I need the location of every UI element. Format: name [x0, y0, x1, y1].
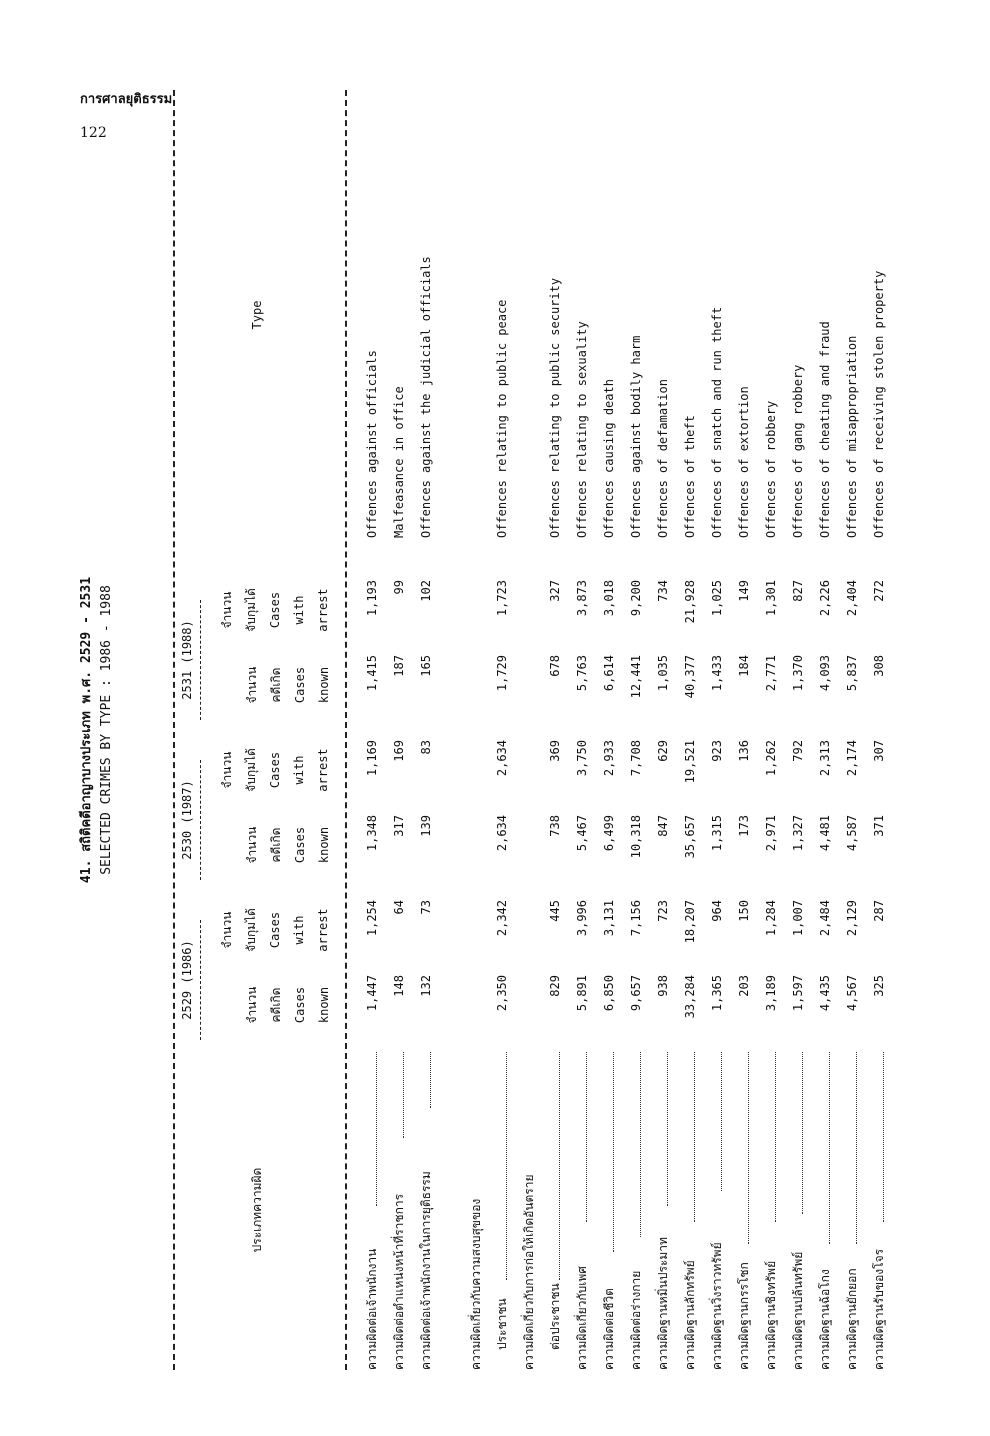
- row-value: 148: [392, 975, 406, 997]
- row-value: 1,254: [365, 900, 379, 937]
- row-type-english: Offences of receiving stolen property: [872, 270, 886, 538]
- leader-dots: [586, 1052, 587, 1222]
- leader-dots: [802, 1052, 803, 1214]
- row-value: 21,928: [683, 580, 697, 624]
- row-type-thai: ความผิดฐานวิ่งราวทรัพย์: [710, 1242, 724, 1370]
- year-1988: 2531 (1988): [180, 620, 194, 700]
- row-value: 1,025: [710, 580, 724, 617]
- row-value: 1,007: [791, 900, 805, 937]
- row-value: 1,729: [495, 655, 509, 692]
- row-type-thai: ความผิดฐานปล้นทรัพย์: [791, 1251, 805, 1370]
- row-type-english: Offences relating to sexuality: [575, 321, 589, 538]
- row-value: 2,971: [764, 815, 778, 852]
- page-number: 122: [80, 125, 107, 141]
- header-known-line: known: [317, 986, 331, 1024]
- row-value: 132: [419, 975, 433, 997]
- year-1986: 2529 (1986): [180, 940, 194, 1020]
- row-value: 1,301: [764, 580, 778, 617]
- row-value: 847: [656, 815, 670, 837]
- leader-dots: [829, 1052, 830, 1244]
- year-1987: 2530 (1987): [180, 780, 194, 860]
- row-value: 678: [548, 655, 562, 677]
- row-value: 287: [872, 900, 886, 922]
- row-value: 73: [419, 900, 433, 915]
- row-type-thai: ความผิดฐานหมิ่นประมาท: [656, 1237, 670, 1370]
- header-known-line: known: [317, 826, 331, 864]
- header-arrest-line: Cases: [268, 911, 282, 949]
- row-value: 40,377: [683, 655, 697, 699]
- leader-dots: [559, 1052, 560, 1280]
- row-type-thai: ความผิดต่อชีวิต: [602, 1288, 616, 1370]
- row-value: 10,318: [629, 815, 643, 859]
- row-value: 369: [548, 740, 562, 762]
- header-known-line: คดีเกิด: [269, 827, 283, 863]
- header-known-line: คดีเกิด: [269, 667, 283, 703]
- row-value: 6,850: [602, 975, 616, 1012]
- leader-dots: [721, 1052, 722, 1191]
- row-value: 2,634: [495, 815, 509, 852]
- row-type-english: Offences of extortion: [737, 386, 751, 538]
- row-value: 187: [392, 655, 406, 677]
- row-value: 1,327: [791, 815, 805, 852]
- row-value: 1,433: [710, 655, 724, 692]
- row-value: 5,467: [575, 815, 589, 852]
- leader-dots: [775, 1052, 776, 1222]
- header-type-thai: ประเภทความผิด: [250, 1167, 264, 1253]
- year-rule-1987: [200, 760, 201, 880]
- leader-dots: [748, 1052, 749, 1244]
- row-type-thai: ความผิดฐานรับของโจร: [872, 1248, 886, 1370]
- row-value: 4,481: [818, 815, 832, 852]
- row-value: 1,035: [656, 655, 670, 692]
- row-value: 3,996: [575, 900, 589, 937]
- header-type-english: Type: [250, 300, 264, 330]
- header-arrest-line: จับกุมได้: [244, 908, 258, 952]
- leader-dots: [613, 1052, 614, 1252]
- row-type-thai: ความผิดต่อเจ้าพนักงานในการยุติธรรม: [419, 1171, 433, 1370]
- row-value: 173: [737, 815, 751, 837]
- header-rule: [345, 90, 347, 1370]
- row-type-thai: ความผิดเกี่ยวกับการก่อให้เกิดอันตราย: [522, 1174, 536, 1370]
- row-value: 2,129: [845, 900, 859, 937]
- row-type-thai: ความผิดเกี่ยวกับเพศ: [575, 1266, 589, 1370]
- row-type-thai: ความผิดเกี่ยวกับความสงบสุขของ: [469, 1198, 483, 1370]
- row-value: 792: [791, 740, 805, 762]
- top-rule: [173, 90, 175, 1370]
- row-value: 3,873: [575, 580, 589, 617]
- row-type-thai: ความผิดต่อเจ้าพนักงาน: [365, 1248, 379, 1370]
- header-arrest-line: arrest: [316, 748, 330, 792]
- row-value: 184: [737, 655, 751, 677]
- row-type-english: Offences of theft: [683, 415, 697, 538]
- row-value: 964: [710, 900, 724, 922]
- row-type-english: Offences of robbery: [764, 400, 778, 538]
- row-value: 1,415: [365, 655, 379, 692]
- row-value: 938: [656, 975, 670, 997]
- header-known-line: จำนวน: [245, 666, 259, 704]
- row-value: 2,933: [602, 740, 616, 777]
- header-arrest-line: arrest: [316, 588, 330, 632]
- header-arrest-line: จับกุมได้: [244, 748, 258, 792]
- table-title-thai: 41. สถิติคดีอาญาบางประเภท พ.ศ. 2529 - 2531: [79, 576, 94, 884]
- row-type-thai: ความผิดฐานลักทรัพย์: [683, 1260, 697, 1370]
- row-value: 2,484: [818, 900, 832, 937]
- row-value: 307: [872, 740, 886, 762]
- leader-dots: [403, 1052, 404, 1138]
- row-type-english: Offences of misappropriation: [845, 335, 859, 538]
- row-value: 2,404: [845, 580, 859, 617]
- row-value: 629: [656, 740, 670, 762]
- row-value: 829: [548, 975, 562, 997]
- row-value: 4,435: [818, 975, 832, 1012]
- row-value: 83: [419, 740, 433, 755]
- leader-dots: [883, 1052, 884, 1222]
- header-known-line: Cases: [293, 986, 307, 1024]
- leader-dots: [430, 1052, 431, 1108]
- row-value: 723: [656, 900, 670, 922]
- row-value: 3,750: [575, 740, 589, 777]
- row-value: 4,567: [845, 975, 859, 1012]
- row-value: 6,499: [602, 815, 616, 852]
- row-value: 1,315: [710, 815, 724, 852]
- header-arrest-line: arrest: [316, 908, 330, 952]
- row-type-english: Offences against the judicial officials: [419, 256, 433, 538]
- header-known-line: จำนวน: [245, 986, 259, 1024]
- row-value: 2,226: [818, 580, 832, 617]
- row-value: 1,169: [365, 740, 379, 777]
- row-type-english: Malfeasance in office: [392, 386, 406, 538]
- row-value: 3,189: [764, 975, 778, 1012]
- row-value: 923: [710, 740, 724, 762]
- header-arrest-line: with: [292, 915, 306, 945]
- row-value: 2,313: [818, 740, 832, 777]
- row-type-english: Offences against officials: [365, 350, 379, 538]
- header-arrest-line: จับกุมได้: [244, 588, 258, 632]
- row-value: 5,763: [575, 655, 589, 692]
- row-value: 1,348: [365, 815, 379, 852]
- row-value: 19,521: [683, 740, 697, 784]
- section-title: การศาลยุติธรรม: [80, 92, 173, 107]
- row-value: 2,634: [495, 740, 509, 777]
- header-known-line: Cases: [293, 666, 307, 704]
- row-value: 1,370: [791, 655, 805, 692]
- header-arrest-line: จำนวน: [220, 751, 234, 789]
- leader-dots: [694, 1052, 695, 1222]
- row-value: 169: [392, 740, 406, 762]
- row-value: 827: [791, 580, 805, 602]
- row-value: 1,365: [710, 975, 724, 1012]
- row-value: 1,597: [791, 975, 805, 1012]
- row-value: 12,441: [629, 655, 643, 699]
- row-value: 5,837: [845, 655, 859, 692]
- row-type-english: Offences causing death: [602, 379, 616, 538]
- row-value: 35,657: [683, 815, 697, 859]
- row-value: 150: [737, 900, 751, 922]
- row-type-thai-cont: ประชาชน: [495, 1298, 509, 1350]
- header-arrest-line: Cases: [268, 751, 282, 789]
- row-value: 4,587: [845, 815, 859, 852]
- row-type-thai: ความผิดต่อร่างกาย: [629, 1270, 643, 1370]
- row-value: 64: [392, 900, 406, 915]
- row-value: 5,891: [575, 975, 589, 1012]
- row-value: 371: [872, 815, 886, 837]
- row-value: 203: [737, 975, 751, 997]
- row-value: 165: [419, 655, 433, 677]
- row-value: 33,284: [683, 975, 697, 1019]
- row-value: 738: [548, 815, 562, 837]
- row-value: 1,262: [764, 740, 778, 777]
- row-type-english: Offences of snatch and run theft: [710, 306, 724, 538]
- leader-dots: [376, 1052, 377, 1206]
- header-known-line: จำนวน: [245, 826, 259, 864]
- row-value: 139: [419, 815, 433, 837]
- row-type-english: Offences against bodily harm: [629, 335, 643, 538]
- row-value: 2,174: [845, 740, 859, 777]
- header-known-line: คดีเกิด: [269, 987, 283, 1023]
- row-value: 136: [737, 740, 751, 762]
- row-value: 2,350: [495, 975, 509, 1012]
- row-value: 9,657: [629, 975, 643, 1012]
- row-value: 734: [656, 580, 670, 602]
- row-value: 18,207: [683, 900, 697, 944]
- row-value: 325: [872, 975, 886, 997]
- row-value: 317: [392, 815, 406, 837]
- row-value: 1,284: [764, 900, 778, 937]
- row-value: 308: [872, 655, 886, 677]
- row-value: 2,342: [495, 900, 509, 937]
- year-rule-1988: [200, 600, 201, 720]
- header-arrest-line: with: [292, 595, 306, 625]
- row-value: 272: [872, 580, 886, 602]
- row-value: 99: [392, 580, 406, 595]
- header-known-line: Cases: [293, 826, 307, 864]
- leader-dots: [506, 1052, 507, 1280]
- header-arrest-line: Cases: [268, 591, 282, 629]
- header-arrest-line: จำนวน: [220, 911, 234, 949]
- row-type-english: Offences relating to public peace: [495, 299, 509, 538]
- row-type-english: Offences relating to public security: [548, 277, 562, 538]
- row-value: 1,447: [365, 975, 379, 1012]
- row-value: 6,614: [602, 655, 616, 692]
- row-type-thai-cont: ต่อประชาชน: [548, 1283, 562, 1350]
- row-type-thai: ความผิดฐานกรรโชก: [737, 1262, 751, 1370]
- leader-dots: [640, 1052, 641, 1237]
- row-type-thai: ความผิดฐานฉ้อโกง: [818, 1269, 832, 1370]
- leader-dots: [856, 1052, 857, 1244]
- row-value: 4,093: [818, 655, 832, 692]
- row-type-english: Offences of gang robbery: [791, 364, 805, 538]
- row-type-english: Offences of defamation: [656, 379, 670, 538]
- row-value: 445: [548, 900, 562, 922]
- row-value: 102: [419, 580, 433, 602]
- row-value: 149: [737, 580, 751, 602]
- row-value: 1,723: [495, 580, 509, 617]
- row-type-thai: ความผิดฐานชิงทรัพย์: [764, 1260, 778, 1370]
- row-type-thai: ความผิดต่อตำแหน่งหน้าที่ราชการ: [392, 1193, 406, 1370]
- row-value: 9,200: [629, 580, 643, 617]
- row-value: 3,018: [602, 580, 616, 617]
- row-value: 2,771: [764, 655, 778, 692]
- row-type-english: Offences of cheating and fraud: [818, 321, 832, 538]
- row-value: 3,131: [602, 900, 616, 937]
- row-value: 327: [548, 580, 562, 602]
- table-title-english: SELECTED CRIMES BY TYPE : 1986 - 1988: [99, 585, 114, 875]
- row-value: 1,193: [365, 580, 379, 617]
- row-value: 7,708: [629, 740, 643, 777]
- year-rule-1986: [200, 920, 201, 1040]
- leader-dots: [667, 1052, 668, 1206]
- header-arrest-line: จำนวน: [220, 591, 234, 629]
- row-value: 7,156: [629, 900, 643, 937]
- row-type-thai: ความผิดฐานยักยอก: [845, 1268, 859, 1370]
- header-known-line: known: [317, 666, 331, 704]
- header-arrest-line: with: [292, 755, 306, 785]
